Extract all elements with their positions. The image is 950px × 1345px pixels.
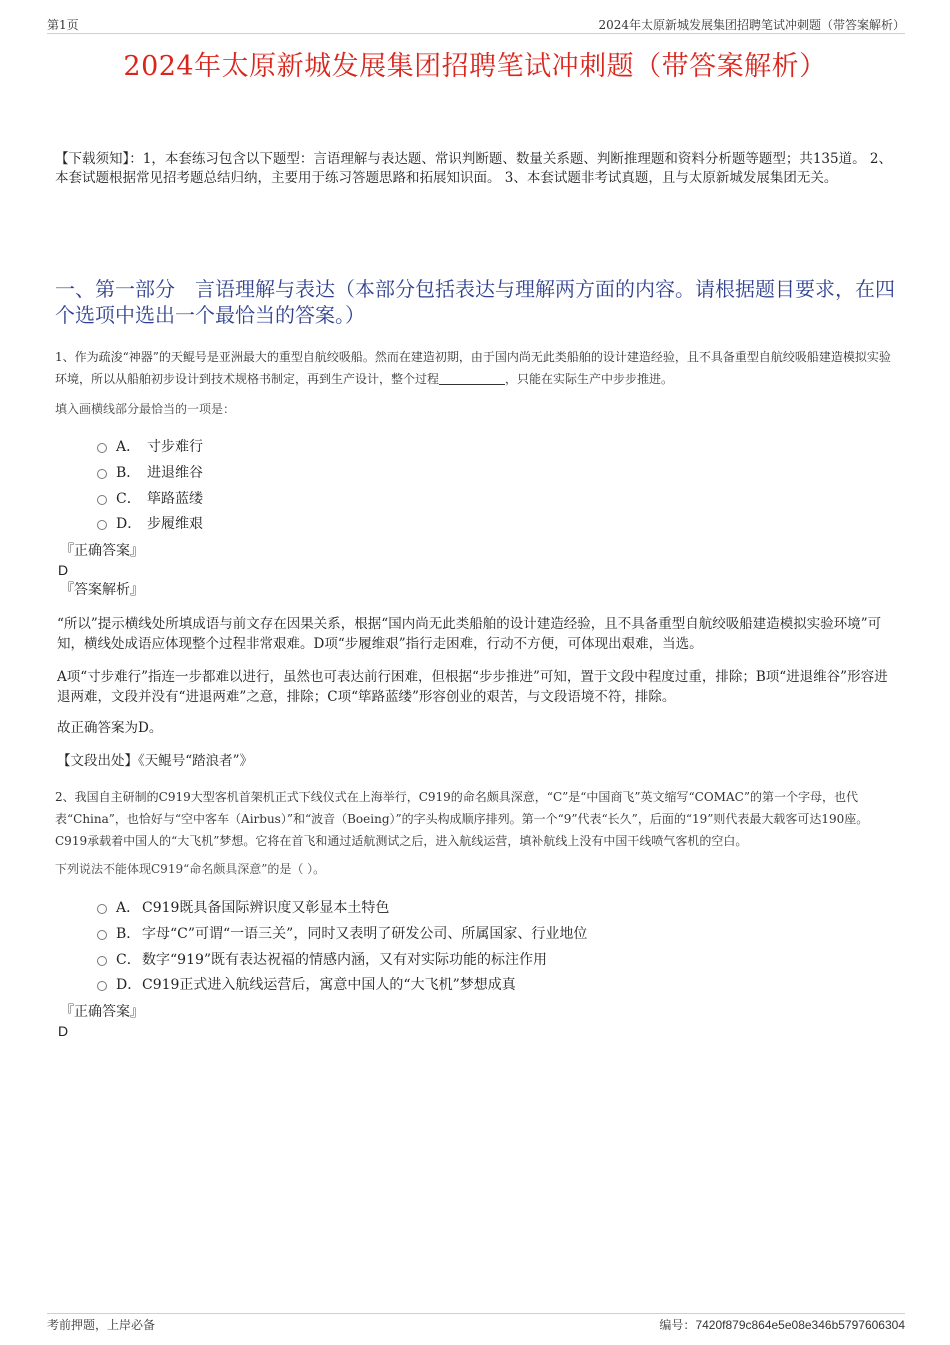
option-label: D．: [116, 977, 142, 993]
option-label: A．: [116, 900, 141, 916]
page-footer: [47, 1313, 905, 1334]
question-2-prompt: 下列说法不能体现C919“命名颇具深意”的是（ ）。: [55, 862, 326, 876]
footer-slogan: 考前押题，上岸必备: [47, 1318, 156, 1332]
q2-answer: D: [58, 1023, 69, 1039]
question-1-stem-before: 1、作为疏浚“神器”的天鲲号是亚洲最大的重型自航绞吸船。然而在建造初期，由于国内尚无此类船舶的设计建造经验，且不具备重型自航绞吸船建造模拟实验环境，所以从船舶初步设计到技术规格书制定，再到生产设计，整个过程: [55, 350, 891, 386]
q1-option-c[interactable]: [97, 488, 203, 508]
option-text: 筚路蓝缕: [147, 491, 203, 507]
question-1-prompt: 填入画横线部分最恰当的一项是：: [55, 402, 236, 416]
q2-option-a[interactable]: [97, 897, 389, 917]
question-1-stem: [55, 346, 900, 390]
q2-option-c[interactable]: [97, 949, 547, 969]
q2-option-b[interactable]: [97, 923, 587, 943]
footer-code-label: 编号：: [659, 1318, 696, 1332]
radio-icon[interactable]: [97, 495, 107, 505]
option-text: 步履维艰: [147, 516, 203, 532]
q1-analysis-paragraph-2: A项“寸步难行”指连一步都难以进行，虽然也可表达前行困难，但根据“步步推进”可知，置于文段中程度过重，排除；B项“进退维谷”形容进退两难，文段并没有“进退两难”之意，排除；C项“筚路蓝缕”形容创业的艰苦，与文段语境不符，排除。: [57, 669, 888, 705]
radio-icon[interactable]: [97, 469, 107, 479]
radio-icon[interactable]: [97, 930, 107, 940]
radio-icon[interactable]: [97, 904, 107, 914]
option-text: C919既具备国际辨识度又彰显本土特色: [142, 900, 390, 916]
footer-code-value: 7420f879c864e5e08e346b5797606304: [695, 1318, 905, 1332]
question-2-stem: 2、我国自主研制的C919大型客机首架机正式下线仪式在上海举行，C919的命名颇具深意，“C”是“中国商飞”英文缩写“COMAC”的第一个字母，也代表“China”，也恰好与“空中客车（Airbus）”和“波音（Boeing）”的字头构成顺序排列。第一个“9”代表“长久”，后面的“19”则代表最大载客可达190座。C919承载着中国人的“大飞机”梦想。它将在首飞和通过适航测试之后，进入航线运营，填补航线上没有中国干线喷气客机的空白。: [55, 790, 869, 848]
option-label: B．: [116, 465, 141, 481]
option-label: B．: [116, 926, 141, 942]
q1-conclusion: 故正确答案为D。: [57, 720, 163, 736]
option-label: C．: [116, 491, 141, 507]
q1-analysis-heading: 『答案解析』: [60, 582, 144, 598]
radio-icon[interactable]: [97, 520, 107, 530]
option-text: 进退维谷: [147, 465, 203, 481]
option-label: C．: [116, 952, 141, 968]
q1-answer-heading: 『正确答案』: [60, 543, 144, 559]
option-label: D．: [116, 516, 142, 532]
q1-option-d[interactable]: [97, 513, 203, 533]
option-text: C919正式进入航线运营后，寓意中国人的“大飞机”梦想成真: [142, 977, 516, 993]
q1-source: 【文段出处】《天鲲号“踏浪者”》: [57, 753, 254, 769]
page-header: [47, 16, 905, 34]
option-text: 数字“919”既有表达祝福的情感内涵，又有对实际功能的标注作用: [142, 952, 548, 968]
section-title: 一、第一部分 言语理解与表达（本部分包括表达与理解两方面的内容。请根据题目要求，在四个选项中选出一个最恰当的答案。）: [55, 277, 895, 327]
footer-code: [659, 1316, 905, 1334]
q2-answer-heading: 『正确答案』: [60, 1004, 144, 1020]
q1-option-b[interactable]: [97, 462, 203, 482]
document-title: 2024年太原新城发展集团招聘笔试冲刺题（带答案解析）: [123, 51, 827, 82]
q2-option-d[interactable]: [97, 974, 516, 994]
q1-option-a[interactable]: [97, 436, 203, 456]
question-1-stem-after: ，只能在实际生产中步步推进。: [505, 372, 674, 386]
download-notice: 【下载须知】：1，本套练习包含以下题型：言语理解与表达题、常识判断题、数量关系题、判断推理题和资料分析题等题型；共135道。 2、本套试题根据常见招考题总结归纳，主要用于练习答题思路和拓展知识面。 3、本套试题非考试真题，且与太原新城发展集团无关。: [55, 151, 892, 186]
fill-blank-line: [439, 372, 505, 385]
option-label: A．: [116, 439, 141, 455]
option-text: 字母“C”可谓“一语三关”，同时又表明了研发公司、所属国家、行业地位: [142, 926, 588, 942]
radio-icon[interactable]: [97, 981, 107, 991]
q1-answer: D: [58, 562, 69, 578]
page-number: 第1页: [47, 18, 79, 32]
radio-icon[interactable]: [97, 443, 107, 453]
option-text: 寸步难行: [147, 439, 203, 455]
radio-icon[interactable]: [97, 956, 107, 966]
q1-analysis-paragraph-1: “所以”提示横线处所填成语与前文存在因果关系，根据“国内尚无此类船舶的设计建造经验，且不具备重型自航绞吸船建造模拟实验环境”可知，横线处成语应体现整个过程非常艰难。D项“步履维艰”指行走困难，行动不方便，可体现出艰难，当选。: [57, 616, 882, 652]
header-doc-title: 2024年太原新城发展集团招聘笔试冲刺题（带答案解析）: [598, 18, 905, 32]
